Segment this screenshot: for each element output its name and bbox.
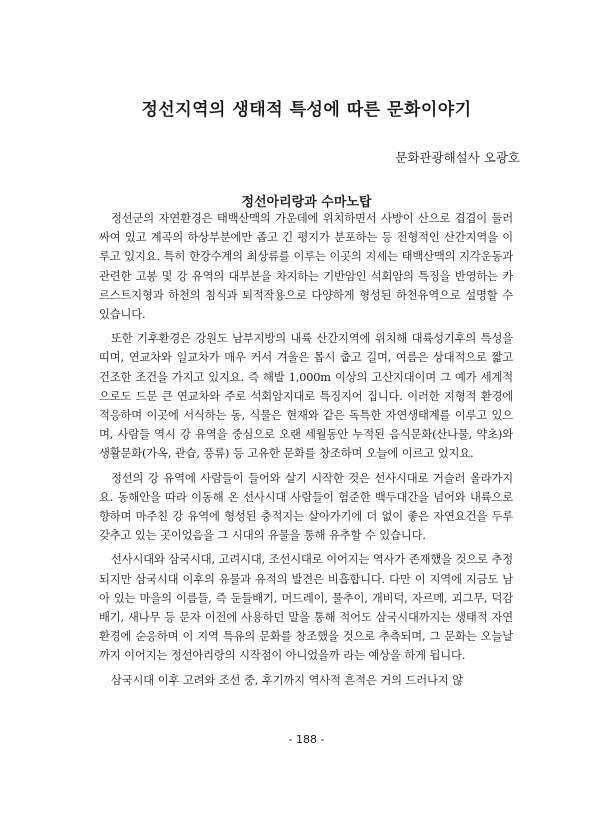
section-heading: 정선아리랑과 수마노탑 bbox=[241, 195, 372, 210]
author-line: 문화관광해설사 오광호 bbox=[395, 150, 520, 165]
paragraph: 정선의 강 유역에 사람들이 들어와 살기 시작한 것은 선사시대로 거슬러 올라가지요. 동해안을 따라 이동해 온 선사시대 사람들이 험준한 백두대간을 넘어와 내륙으로 향하며 마주친 강 유역에 형성된 충적지는 살아가기에 더 없이 좋은 자연요건을 두루 갖추고 있는 곳이었음을 그 시대의 유물을 통해 유추할 수 있습니다. bbox=[99, 471, 513, 543]
paragraph: 선사시대와 삼국시대, 고려시대, 조선시대로 이어지는 역사가 존재했을 것으로 추정되지만 삼국시대 이후의 유물과 유적의 발견은 비흡합니다. 다만 이 지역에 지금도 남아 있는 마을의 이름들, 즉 둔들배기, 머드레이, 물추이, 개비덕, 자르메, 괴그무, 덕감배기, 새나무 등 문자 이전에 사용하던 말을 통해 적어도 삼국시대까지는 생태적 자연환경에 순응하며 이 지역 특유의 문화를 창조했을 것으로 추측되며, 그 문화는 오늘날까지 이어지는 정선아리랑의 시작점이 아니었을까 라는 예상을 하게 됩니다. bbox=[99, 553, 513, 663]
paragraph: 삼국시대 이후 고려와 조선 중, 후기까지 역사적 흔적은 거의 드러나지 않 bbox=[111, 673, 463, 687]
paragraph: 정선군의 자연환경은 태백산맥의 가운데에 위치하면서 사방이 산으로 겹겹이 둘러싸여 있고 계곡의 하상부분에만 좁고 긴 평지가 분포하는 등 전형적인 산간지역을 이루고 있지요. 특히 한강수계의 최상류를 이루는 이곳의 지세는 태백산맥의 지각운동과 관련한 고봉 및 강 유역의 대부분을 차지하는 기반암인 석회암의 특징을 반영하는 카르스트지형과 하천의 침식과 퇴적작용으로 다양하게 형성된 하천유역으로 설명할 수 있습니다. bbox=[99, 212, 513, 322]
paragraph: 또한 기후환경은 강원도 남부지방의 내륙 산간지역에 위치해 대륙성기후의 특성을 띠며, 연교차와 일교차가 매우 커서 겨울은 몹시 춥고 길며, 여름은 상대적으로 짧고 건조한 조건을 가지고 있지요. 즉 해발 1,000m 이상의 고산지대이며 그 예가 세계적으로도 드문 큰 연교차와 주로 석회암지대로 특징지어 집니다. 이러한 지형적 환경에 적응하며 이곳에 서식하는 동, 식물은 현재와 같은 독특한 자연생태계를 이루고 있으며, 사람들 역시 강 유역을 중심으로 오랜 세월동안 누적된 음식문화(산나물, 약초)와 생활문화(가옥, 관습, 풍류) 등 고유한 문화를 창조하며 오늘에 이르고 있지요. bbox=[99, 332, 513, 461]
page-number: - 188 - bbox=[288, 733, 325, 746]
document-title: 정선지역의 생태적 특성에 따른 문화이야기 bbox=[141, 100, 472, 120]
body-text bbox=[99, 209, 513, 695]
